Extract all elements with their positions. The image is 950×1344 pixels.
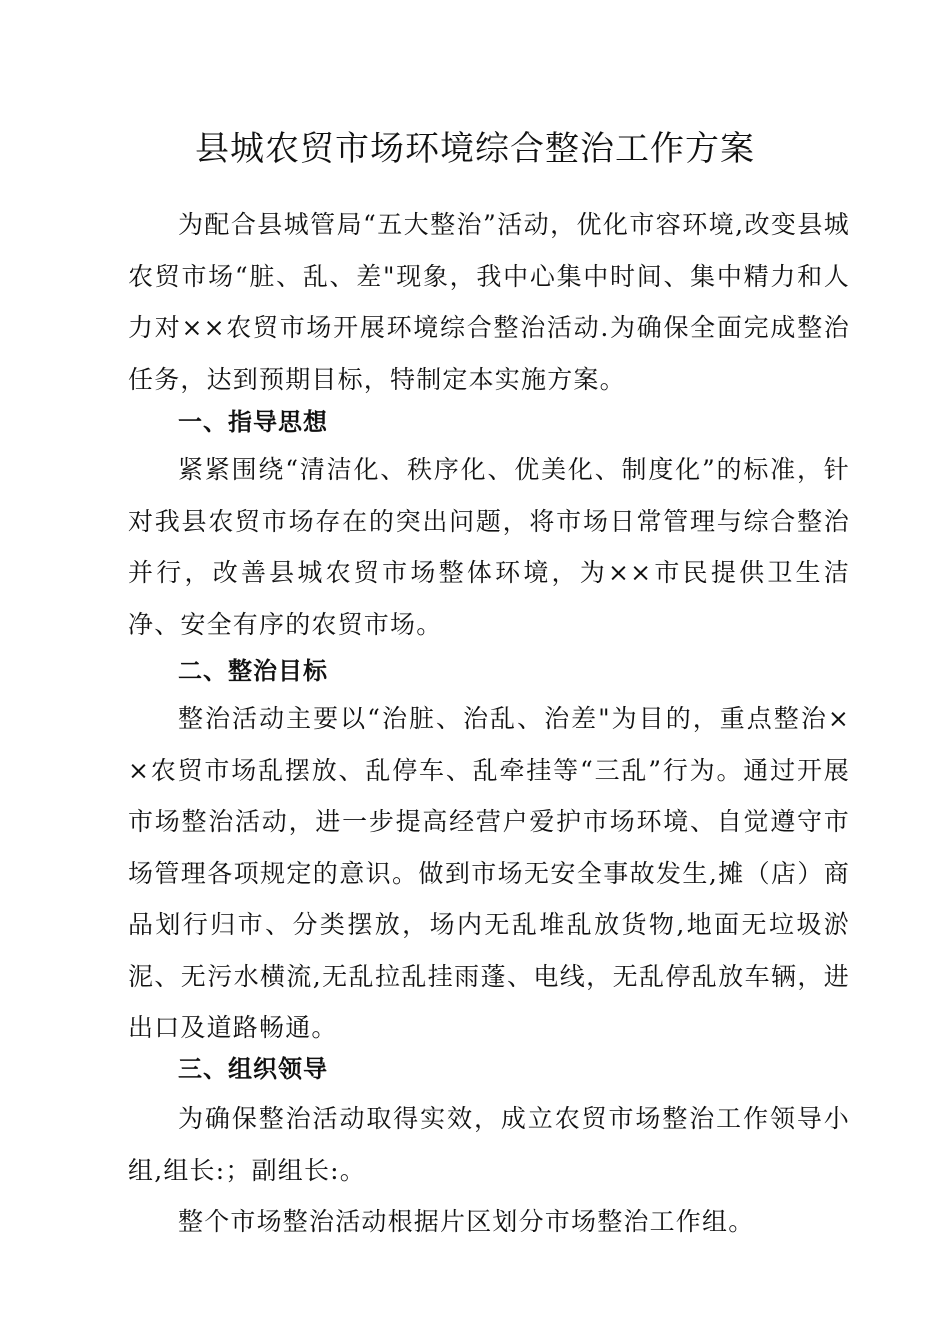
- section-paragraph-guiding-ideology: 紧紧围绕“清洁化、秩序化、优美化、制度化”的标准，针对我县农贸市场存在的突出问题，将市场日常管理与综合整治并行，改善县城农贸市场整体环境，为××市民提供卫生洁净、安全有序的农贸市场。: [128, 455, 850, 639]
- section-paragraph-organization-2: 整个市场整治活动根据片区划分市场整治工作组。: [178, 1207, 755, 1236]
- section-heading-guiding-ideology: 一、指导思想: [178, 408, 328, 436]
- document-title: 县城农贸市场环境综合整治工作方案: [195, 129, 755, 169]
- section-heading-goals: 二、整治目标: [178, 657, 328, 685]
- section-paragraph-goals: 整治活动主要以“治脏、治乱、治差"为目的，重点整治××农贸市场乱摆放、乱停车、乱牵挂等“三乱”行为。通过开展市场整治活动，进一步提高经营户爱护市场环境、自觉遵守市场管理各项规定的意识。做到市场无安全事故发生,摊（店）商品划行归市、分类摆放，场内无乱堆乱放货物,地面无垃圾淤泥、无污水横流,无乱拉乱挂雨蓬、电线，无乱停乱放车辆，进出口及道路畅通。: [128, 704, 850, 1042]
- section-paragraph-organization-1: 为确保整治活动取得实效，成立农贸市场整治工作领导小组,组长:；副组长:。: [128, 1104, 850, 1185]
- intro-paragraph: 为配合县城管局“五大整治”活动，优化市容环境,改变县城农贸市场“脏、乱、差"现象，我中心集中时间、集中精力和人力对××农贸市场开展环境综合整治活动.为确保全面完成整治任务，达到预期目标，特制定本实施方案。: [128, 210, 850, 394]
- section-heading-organization: 三、组织领导: [178, 1055, 328, 1083]
